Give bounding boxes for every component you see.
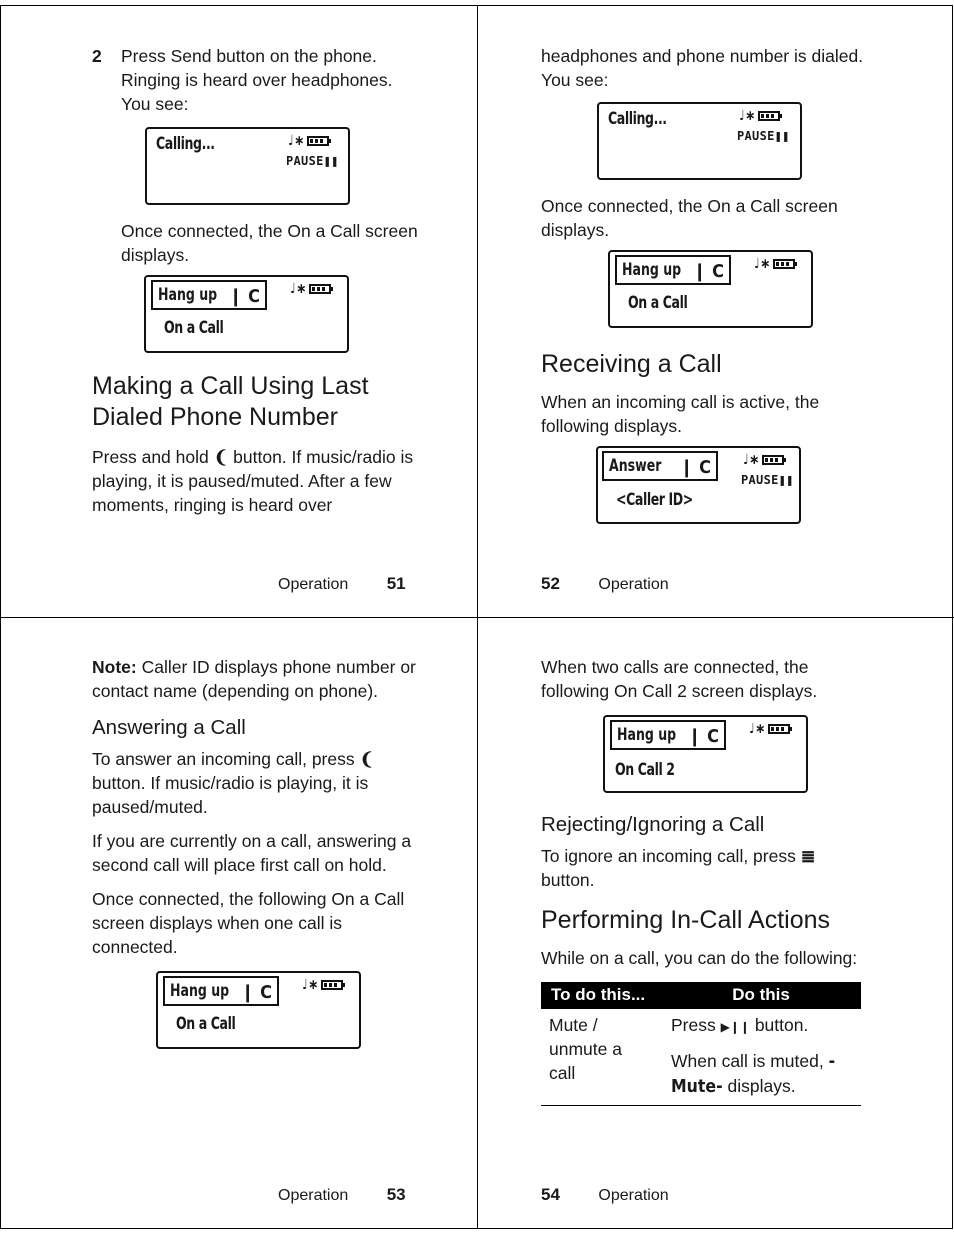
body-text: While on a call, you can do the following: xyxy=(541,948,858,968)
bluetooth-icon: ∗ xyxy=(293,133,305,149)
bluetooth-icon: ∗ xyxy=(744,108,756,124)
connected-text: Once connected, the following On a Call screen displays when one call is connected. xyxy=(92,889,405,957)
note-label: Note: xyxy=(92,657,137,677)
menu-button-icon: ≣ xyxy=(800,846,816,866)
footer-51 xyxy=(278,574,406,594)
page-51 xyxy=(92,44,422,517)
call-button-icon: ❙ C xyxy=(687,726,719,747)
section-heading: Making a Call Using Last Dialed Phone Number xyxy=(92,372,369,431)
battery-icon xyxy=(321,980,343,990)
call-button-icon: ❙ C xyxy=(692,261,724,282)
lcd-calling-text: Calling... xyxy=(608,109,667,129)
lcd-on-call-2-screen xyxy=(603,715,808,793)
bluetooth-icon: ∗ xyxy=(754,721,766,737)
note-text: Note: Caller ID displays phone number or contact name (depending on phone). xyxy=(92,657,416,701)
subheading: Rejecting/Ignoring a Call xyxy=(541,813,765,836)
mute-press-text: Press ▶❙❙ button. xyxy=(671,1015,809,1035)
second-call-text: If you are currently on a call, answering a second call will place first call on hold. xyxy=(92,831,412,875)
music-note-icon: ♩ xyxy=(288,133,294,149)
footer-label: Operation xyxy=(278,1187,349,1204)
section-heading: Receiving a Call xyxy=(541,350,722,378)
page-divider-horizontal xyxy=(0,617,954,618)
step-2 xyxy=(92,44,422,116)
footer-53 xyxy=(278,1185,406,1205)
call-button-icon: ❙ C xyxy=(240,982,272,1003)
answer-softkey xyxy=(602,451,718,481)
table-header: To do this... xyxy=(541,982,661,1009)
footer-54 xyxy=(541,1185,669,1205)
hang-up-softkey xyxy=(615,255,731,285)
answer-instructions: To answer an incoming call, press ❨ button. If music/radio is playing, it is paused/muted. xyxy=(92,749,375,817)
music-note-icon: ♩ xyxy=(290,281,296,297)
lcd-pause-label: PAUSE❚❚ xyxy=(286,154,339,168)
call-button-icon: ❙ C xyxy=(228,286,260,307)
step-number: 2 xyxy=(92,46,102,66)
status-icons xyxy=(749,721,790,737)
lcd-on-a-call-screen xyxy=(156,971,361,1049)
status-icons xyxy=(739,108,780,124)
status-icons xyxy=(288,133,329,149)
footer-52 xyxy=(541,574,669,594)
battery-icon xyxy=(762,455,784,465)
table-row xyxy=(541,1009,861,1106)
step-text: Press Send button on the phone. Ringing is heard over headphones. You see: xyxy=(121,46,393,114)
music-note-icon: ♩ xyxy=(754,256,760,272)
hang-up-softkey xyxy=(151,280,267,310)
table-header-row xyxy=(541,982,861,1009)
battery-icon xyxy=(758,111,780,121)
page-number: 52 xyxy=(541,574,560,593)
lcd-answer-screen xyxy=(596,446,801,524)
bluetooth-icon: ∗ xyxy=(307,977,319,993)
softkey-label: Hang up xyxy=(622,260,682,280)
lcd-calling-screen xyxy=(597,102,802,180)
music-note-icon: ♩ xyxy=(743,452,749,468)
battery-icon xyxy=(768,724,790,734)
page-number: 51 xyxy=(386,574,406,593)
call-button-icon: ❨ xyxy=(213,447,229,467)
lcd-caller-id-text: <Caller ID> xyxy=(616,490,693,510)
bluetooth-icon: ∗ xyxy=(748,452,760,468)
call-button-icon: ❨ xyxy=(359,749,375,769)
music-note-icon: ♩ xyxy=(739,108,745,124)
footer-label: Operation xyxy=(598,1187,669,1204)
mute-indicator: -Mute- xyxy=(671,1052,836,1097)
lcd-status-text: On a Call xyxy=(164,318,224,338)
play-pause-icon: ▶❙❙ xyxy=(720,1020,750,1034)
continued-text: headphones and phone number is dialed. You see: xyxy=(541,46,864,90)
intro-text: When two calls are connected, the following On Call 2 screen displays. xyxy=(541,657,818,701)
status-icons xyxy=(754,256,795,272)
lcd-calling-screen xyxy=(145,127,350,205)
page-number: 53 xyxy=(386,1185,406,1204)
section-heading: Performing In-Call Actions xyxy=(541,906,831,934)
status-icons xyxy=(302,977,343,993)
bluetooth-icon: ∗ xyxy=(295,281,307,297)
table-header: Do this xyxy=(661,982,861,1009)
lcd-status-text: On a Call xyxy=(628,293,688,313)
table-cell-action: Mute / unmute a call xyxy=(541,1009,661,1106)
music-note-icon: ♩ xyxy=(749,721,755,737)
lcd-on-a-call-screen xyxy=(608,250,813,328)
lcd-status-text: On a Call xyxy=(176,1014,236,1034)
reject-instructions: To ignore an incoming call, press ≣ button. xyxy=(541,846,816,890)
connected-text: Once connected, the On a Call screen displays. xyxy=(121,221,418,265)
status-icons xyxy=(290,281,331,297)
music-note-icon: ♩ xyxy=(302,977,308,993)
body-text: When an incoming call is active, the following displays. xyxy=(541,392,820,436)
page-53 xyxy=(92,655,422,1049)
hang-up-softkey xyxy=(610,720,726,750)
battery-icon xyxy=(309,284,331,294)
hang-up-softkey xyxy=(163,976,279,1006)
lcd-on-a-call-screen xyxy=(144,275,349,353)
page-52 xyxy=(541,44,871,524)
bluetooth-icon: ∗ xyxy=(759,256,771,272)
footer-label: Operation xyxy=(598,576,669,593)
table-cell-do xyxy=(661,1009,861,1106)
footer-label: Operation xyxy=(278,576,349,593)
lcd-pause-label: PAUSE❚❚ xyxy=(737,129,790,143)
call-button-icon: ❙ C xyxy=(679,457,711,478)
muted-display-text: When call is muted, -Mute- displays. xyxy=(671,1051,836,1097)
battery-icon xyxy=(307,136,329,146)
page-number: 54 xyxy=(541,1185,560,1204)
lcd-status-text: On Call 2 xyxy=(615,760,675,780)
softkey-label: Hang up xyxy=(617,725,677,745)
lcd-pause-label: PAUSE❚❚ xyxy=(741,473,794,487)
softkey-label: Answer xyxy=(609,456,662,476)
softkey-label: Hang up xyxy=(158,285,218,305)
page-54 xyxy=(541,655,871,1106)
lcd-calling-text: Calling... xyxy=(156,134,215,154)
connected-text: Once connected, the On a Call screen displays. xyxy=(541,196,838,240)
status-icons xyxy=(743,452,784,468)
body-text: Press and hold ❨ button. If music/radio is playing, it is paused/muted. After a few moments, ringing is heard over xyxy=(92,447,414,515)
softkey-label: Hang up xyxy=(170,981,230,1001)
subheading: Answering a Call xyxy=(92,716,246,739)
in-call-actions-table xyxy=(541,982,861,1106)
battery-icon xyxy=(773,259,795,269)
